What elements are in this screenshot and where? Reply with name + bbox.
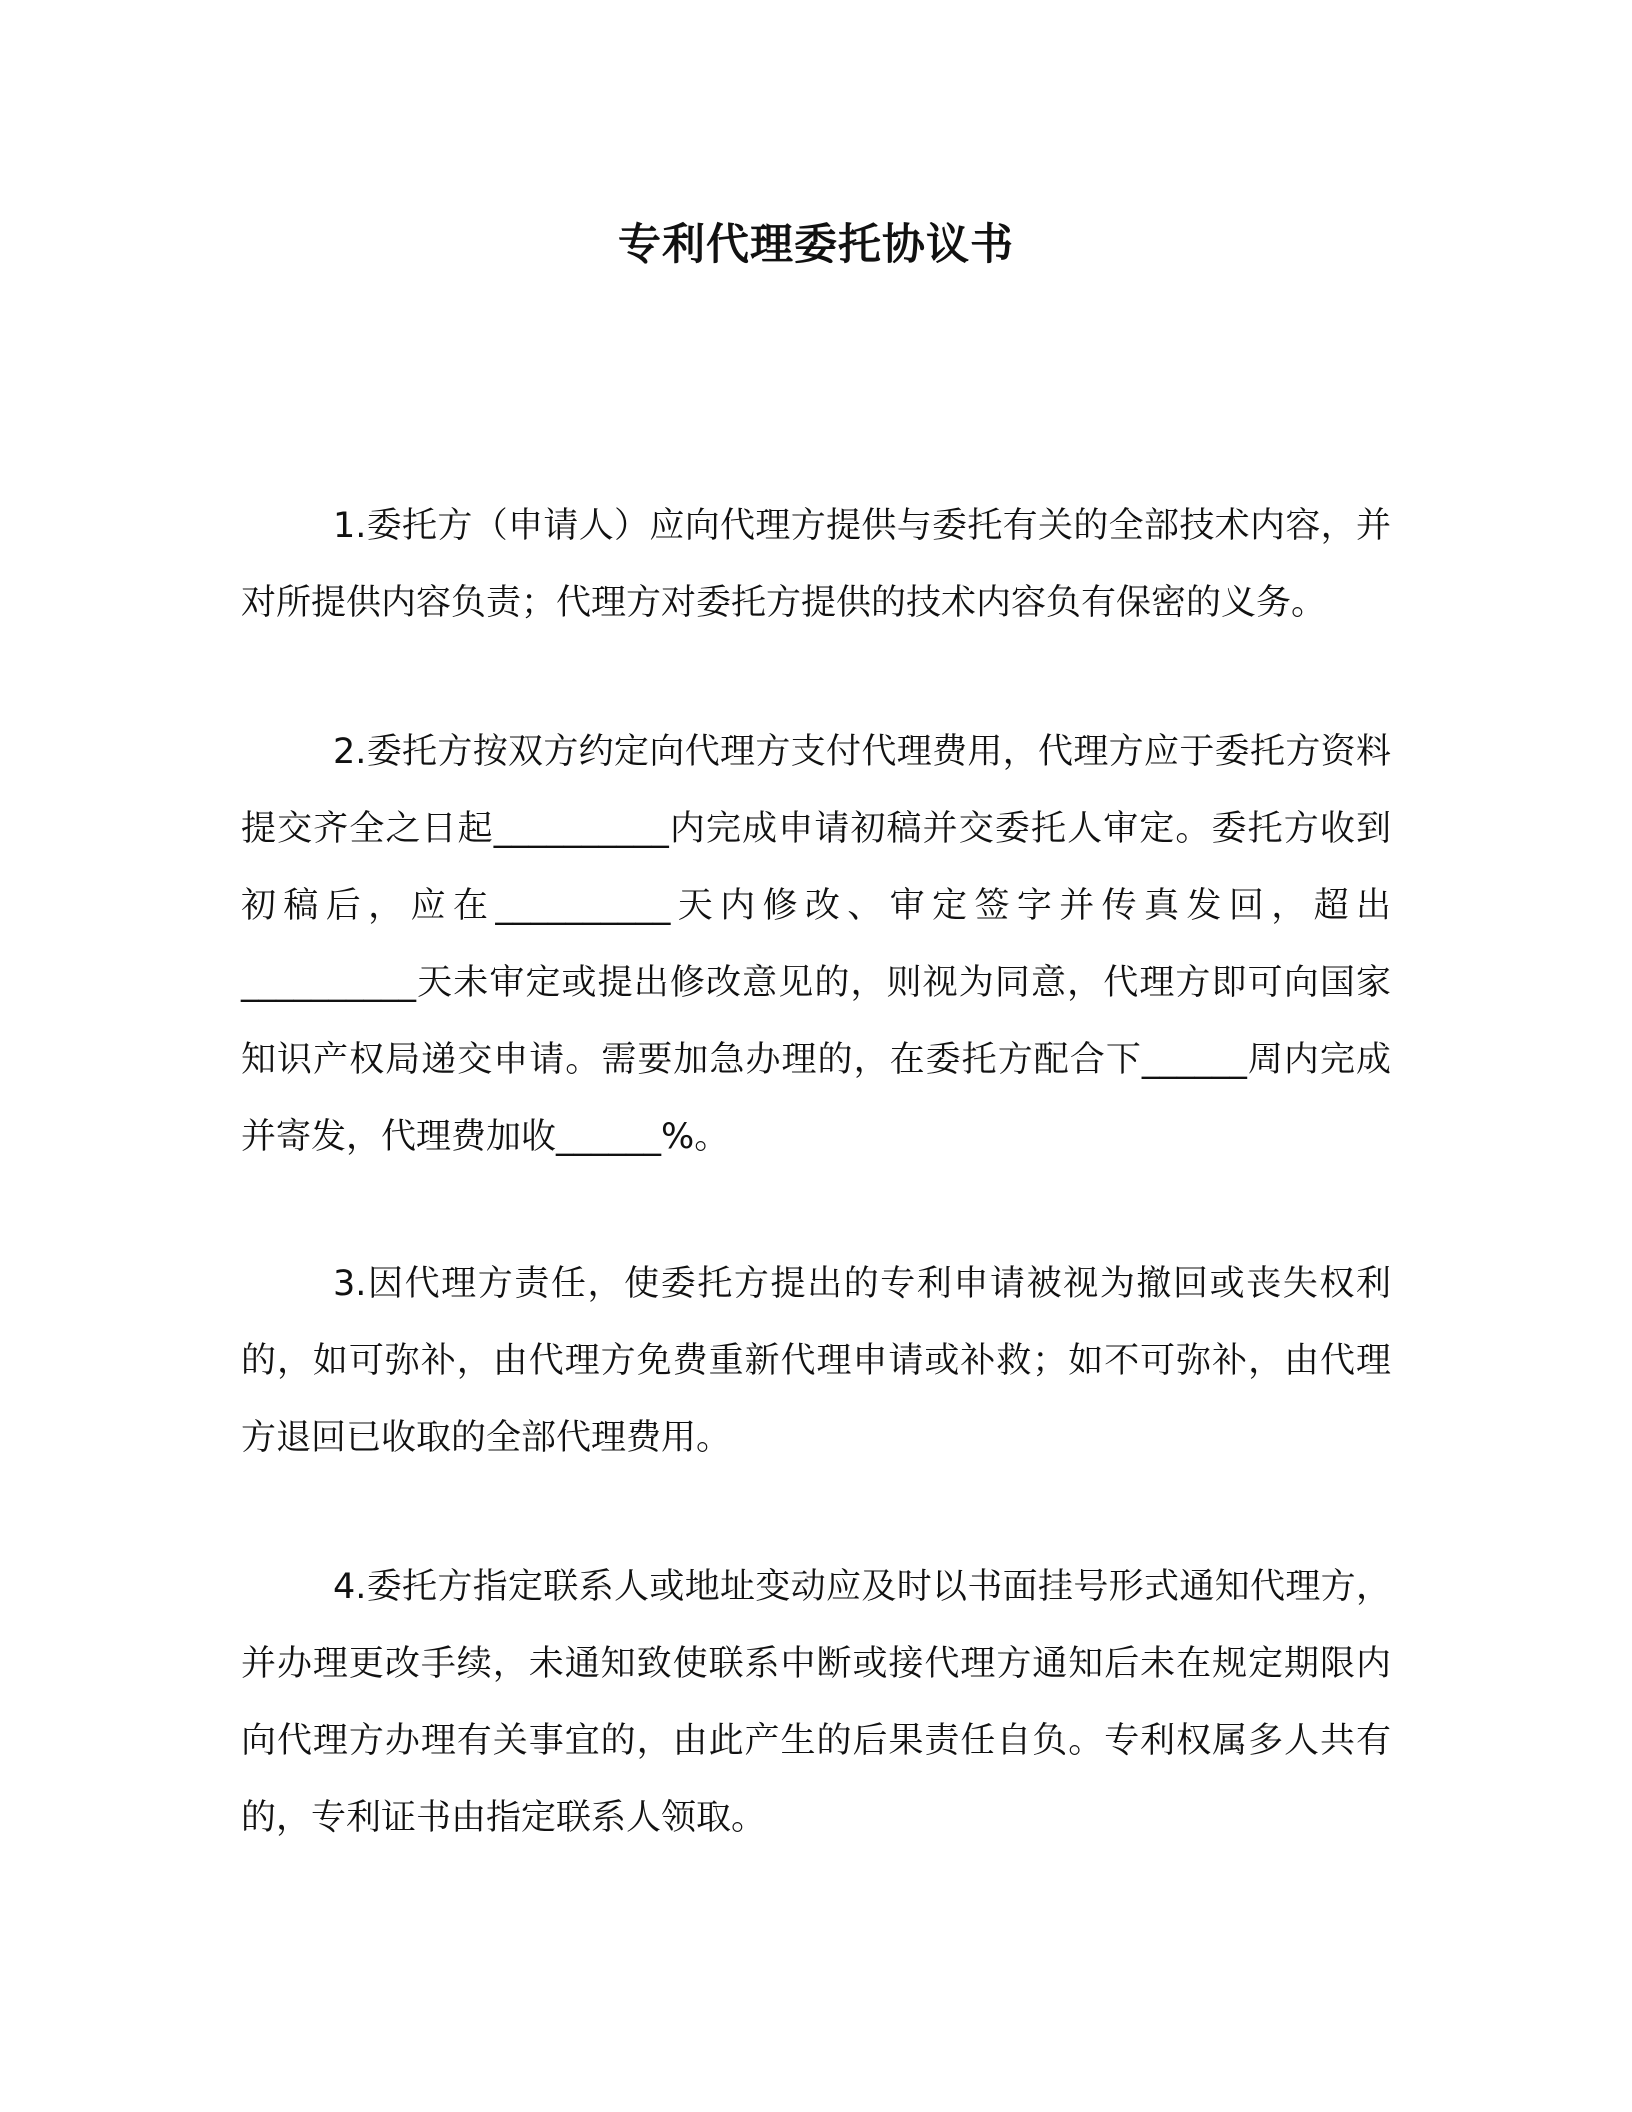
- clause-3: 3.因代理方责任，使委托方提出的专利申请被视为撤回或丧失权利的，如可弥补，由代理方免费重新代理申请或补救；如不可弥补，由代理方退回已收取的全部代理费用。: [241, 1264, 1391, 1458]
- document-body: [241, 488, 1391, 1929]
- clause-4: 4.委托方指定联系人或地址变动应及时以书面挂号形式通知代理方，并办理更改手续，未通知致使联系中断或接代理方通知后未在规定期限内向代理方办理有关事宜的，由此产生的后果责任自负。专利权属多人共有的，专利证书由指定联系人领取。: [241, 1567, 1391, 1838]
- clause-2: 2.委托方按双方约定向代理方支付代理费用，代理方应于委托方资料提交齐全之日起__________内完成申请初稿并交委托人审定。委托方收到初稿后，应在__________天内修改、审定签字并传真发回，超出__________天未审定或提出修改意见的，则视为同意，代理方即可向国家知识产权局递交申请。需要加急办理的，在委托方配合下______周内完成并寄发，代理费加收______%。: [241, 732, 1391, 1157]
- clause-1: 1.委托方（申请人）应向代理方提供与委托有关的全部技术内容，并对所提供内容负责；代理方对委托方提供的技术内容负有保密的义务。: [241, 506, 1391, 623]
- document-title: 专利代理委托协议书: [618, 220, 1014, 270]
